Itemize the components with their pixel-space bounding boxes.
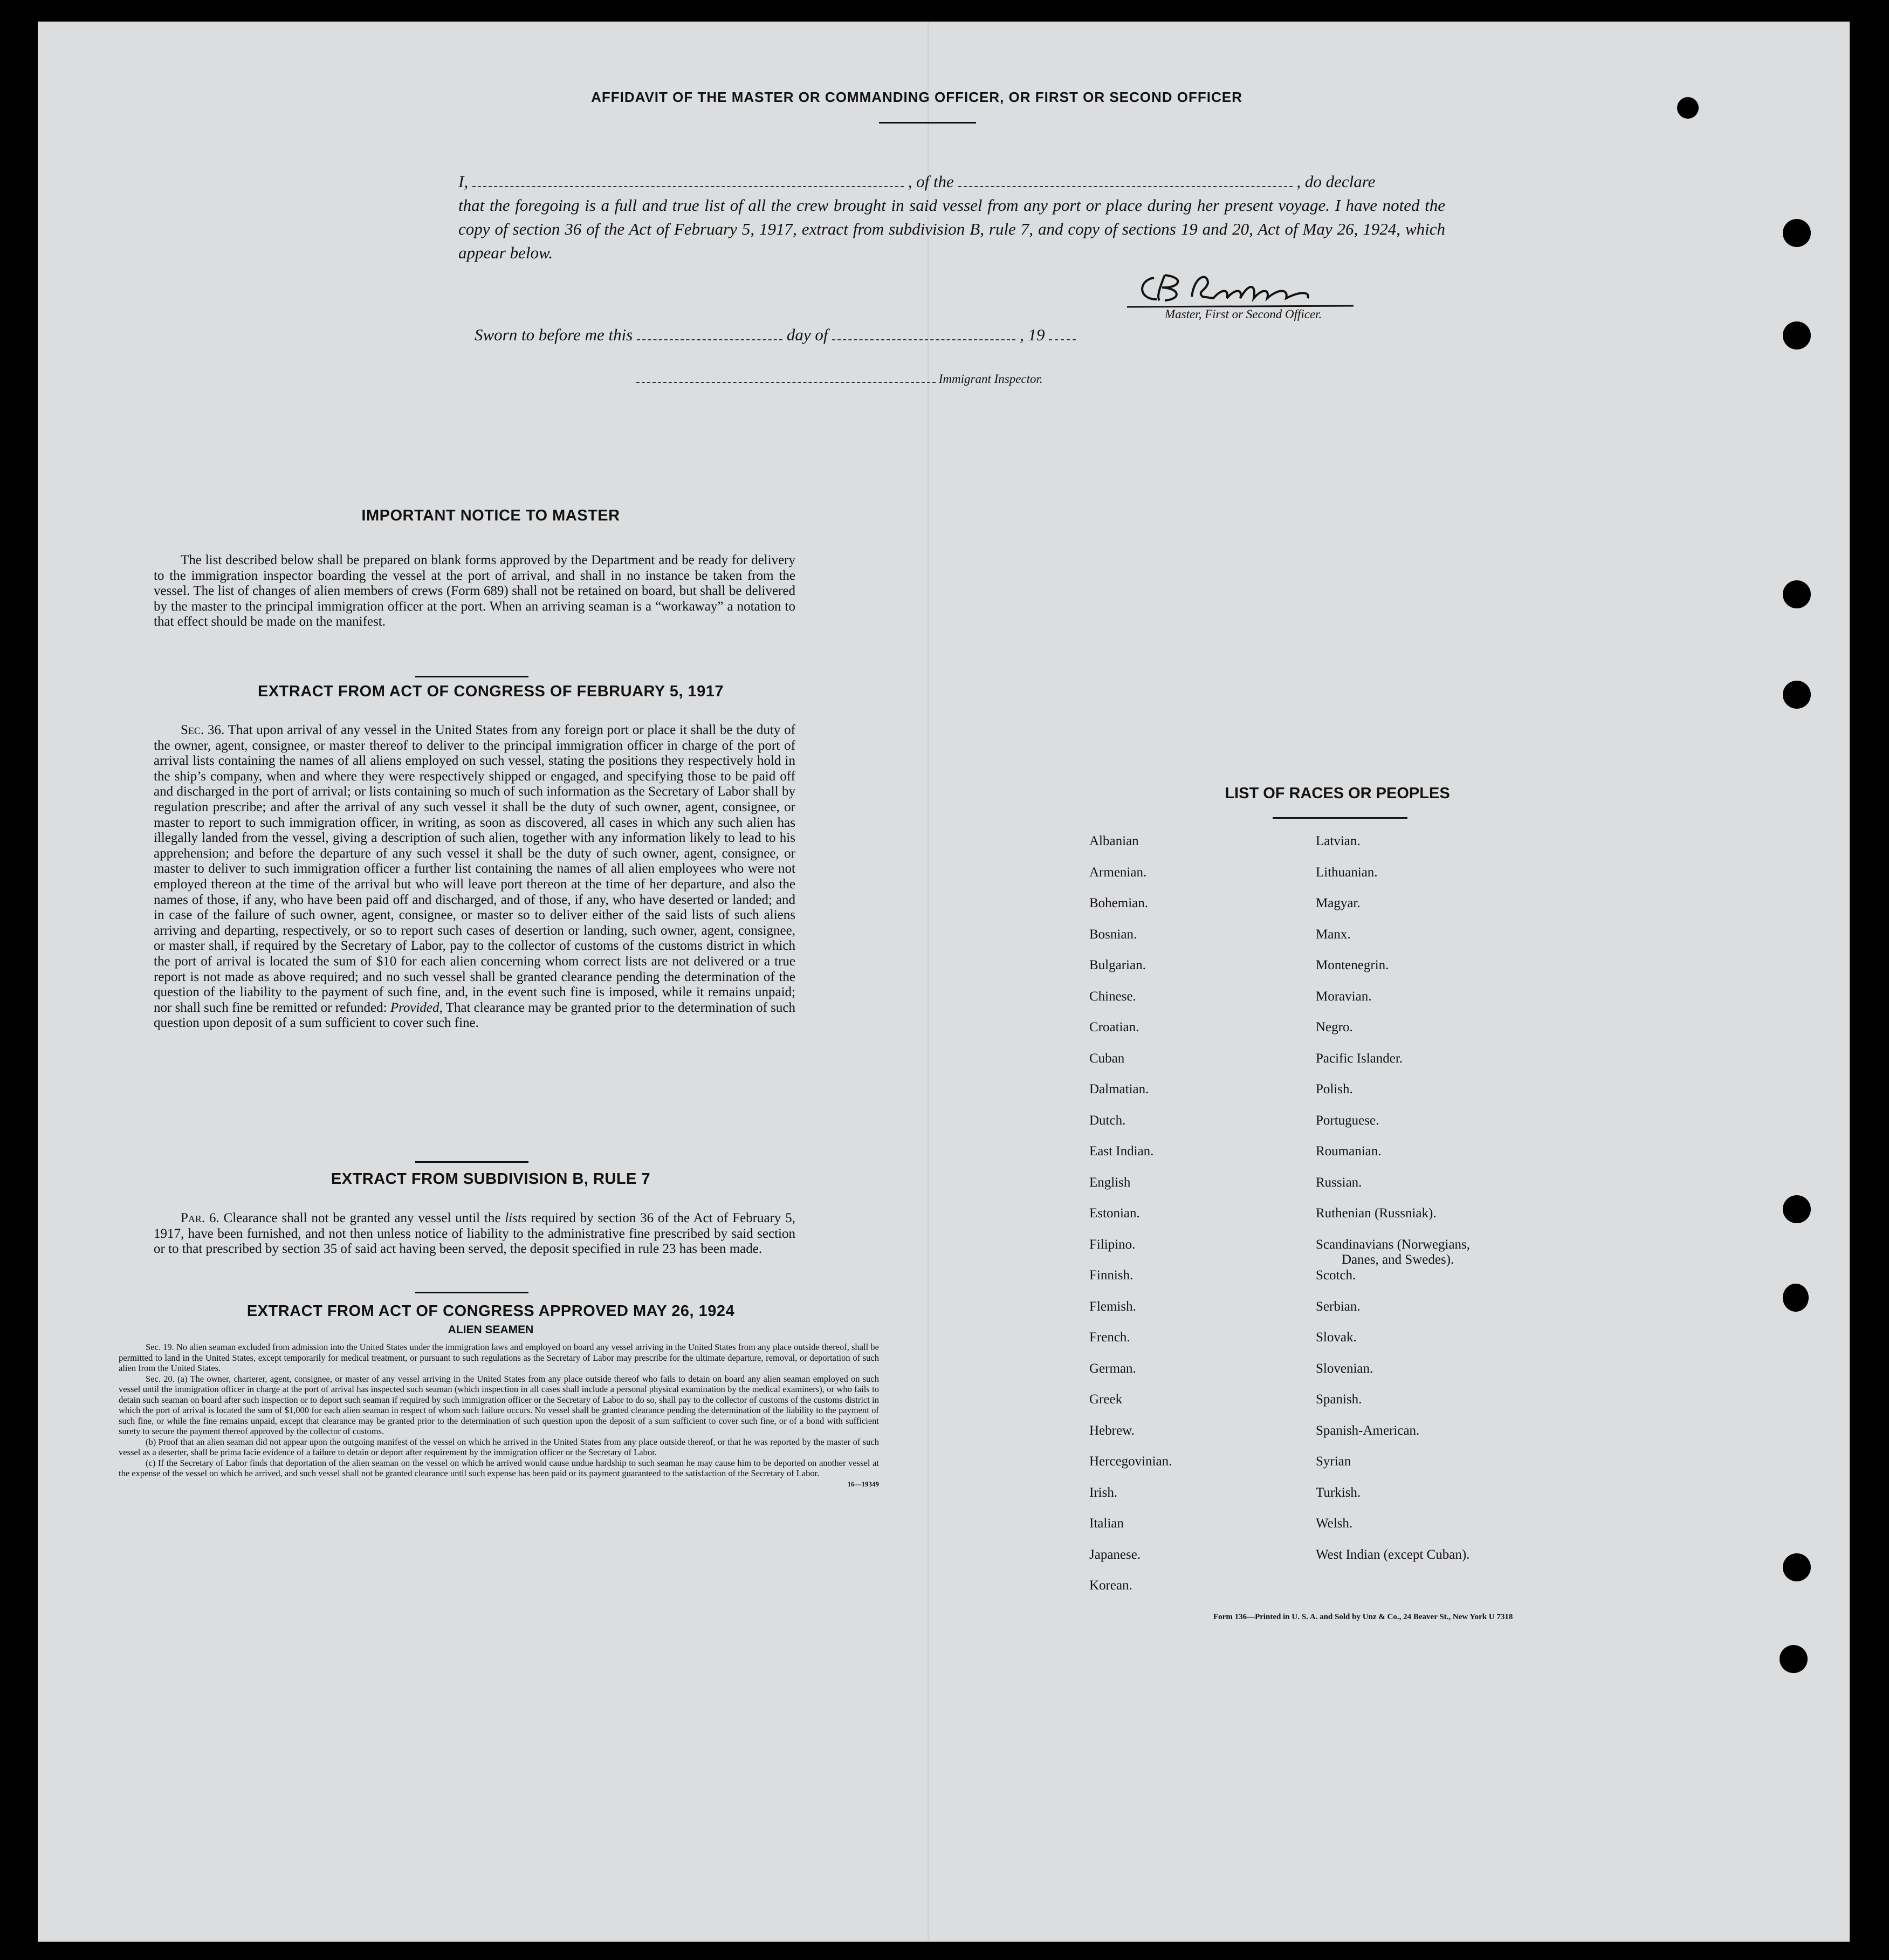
punch-hole — [1677, 97, 1699, 119]
sworn-label: Sworn to before me this — [475, 325, 633, 344]
race-item: Turkish. — [1316, 1485, 1361, 1500]
race-item: Dutch. — [1089, 1113, 1126, 1128]
race-item: Hercegovinian. — [1089, 1454, 1172, 1469]
declaration-text: that the foregoing is a full and true list of all the crew brought in said vessel from any port or place during her present voyage. I have noted the copy of section 36 of the Act of February 5, 1917, extract from subdivision B, rule 7, and copy of sections 19 and 20, Act of May 26, 1924, which appear below. — [458, 196, 1445, 262]
punch-hole — [1783, 1195, 1811, 1223]
races-left-column — [1089, 833, 1172, 1609]
race-item: Danes, and Swedes). — [1342, 1252, 1454, 1267]
declarant-label: I, — [458, 172, 469, 191]
race-item: Pacific Islander. — [1316, 1051, 1403, 1066]
race-item: Lithuanian. — [1316, 865, 1378, 880]
affidavit-body — [458, 170, 1445, 265]
race-item: West Indian (except Cuban). — [1316, 1547, 1470, 1562]
race-item: German. — [1089, 1361, 1136, 1376]
race-item: French. — [1089, 1330, 1130, 1345]
race-item: Scandinavians (Norwegians, — [1316, 1237, 1471, 1252]
rule-7-text — [154, 1211, 795, 1257]
section-20b-paragraph: (b) Proof that an alien seaman did not appear upon the outgoing manifest of the vessel on which he arrived in the United States from any place outside thereof, or that he was reported by the master of such vessel as a deserter, shall be prima facie evidence of a failure to detain or deport after requirement by the immigration officer or the Secretary of Labor. — [119, 1436, 879, 1457]
race-item: Hebrew. — [1089, 1423, 1135, 1438]
notice-paragraph: The list described below shall be prepared on blank forms approved by the Department and be ready for delivery to the immigration inspector boarding the vessel at the port of arrival, and shall in no instance be taken from the vessel. The list of changes of alien members of crews (Form 689) shall not be retained on board, but shall be delivered by the master to the principal immigration officer at the port. When an arriving seaman is a “workaway” a notation to that effect should be made on the manifest. — [154, 553, 795, 629]
section-36-proviso: That clearance may be granted prior to the determination of such question upon deposit of a sum sufficient to cover such fine. — [154, 1000, 795, 1031]
race-item: Slovak. — [1316, 1330, 1357, 1345]
race-item: Filipino. — [1089, 1237, 1136, 1252]
race-item: Magyar. — [1316, 896, 1361, 910]
section-36-paragraph — [154, 723, 795, 1031]
provided-label: Provided, — [390, 1000, 443, 1015]
race-item: Italian — [1089, 1516, 1124, 1531]
par-6-paragraph — [154, 1211, 795, 1257]
race-item: Scotch. — [1316, 1268, 1356, 1283]
par-6-label: Par. 6. — [181, 1211, 219, 1225]
punch-hole — [1783, 580, 1811, 608]
race-item: Slovenian. — [1316, 1361, 1373, 1376]
punch-hole — [1783, 219, 1811, 247]
day-of-label: day of — [786, 325, 828, 344]
races-right-column — [1316, 833, 1470, 1578]
race-item: Dalmatian. — [1089, 1082, 1149, 1096]
signature-label: Master, First or Second Officer. — [1165, 307, 1322, 321]
extract-1917-title: EXTRACT FROM ACT OF CONGRESS OF FEBRUARY 5, 1917 — [257, 683, 724, 700]
year-label: , 19 — [1019, 325, 1045, 344]
race-item: Spanish-American. — [1316, 1423, 1420, 1438]
race-item: Russian. — [1316, 1175, 1362, 1190]
race-item: Moravian. — [1316, 989, 1372, 1004]
punch-hole — [1783, 1284, 1809, 1312]
punch-hole — [1783, 681, 1811, 709]
race-item: Bulgarian. — [1089, 958, 1146, 972]
race-item: Spanish. — [1316, 1392, 1362, 1407]
section-20a-paragraph: Sec. 20. (a) The owner, charterer, agent, consignee, or master of any vessel arriving in the United States from any place outside thereof who fails to detain on board any alien seaman employed on such vessel until the immigration officer in charge at the port of arrival has inspected such seaman (which inspection in all cases shall include a personal physical examination by the medical examiners), or who fails to detain such seaman on board after such inspection or to deport such seaman if required by such immigration officer or the Secretary of Labor to do so, shall pay to the collector of customs of the customs district in which the port of arrival is located the sum of $1,000 for each alien seaman in respect of whom such failure occurs. No vessel shall be granted clearance pending the determination of the liability to the payment of such fine, or while the fine remains unpaid, except that clearance may be granted prior to the determination of such question upon the deposit of a sum sufficient to cover such fine, or of a bond with sufficient surety to secure the payment thereof approved by the collector of customs. — [119, 1373, 879, 1436]
race-item: Serbian. — [1316, 1299, 1361, 1314]
race-item: Roumanian. — [1316, 1144, 1382, 1159]
section-20c-paragraph: (c) If the Secretary of Labor finds that deportation of the alien seaman on the vessel on which he arrived would cause undue hardship to such seaman he may cause him to be deported on another vessel at the expense of the vessel on which he arrived, and such vessel shall not be granted clearance until such expense has been paid or its payment guaranteed to the satisfaction of the Secretary of Labor. — [119, 1457, 879, 1478]
par-6-text-a: Clearance shall not be granted any vessel until the — [223, 1211, 501, 1225]
race-item: Greek — [1089, 1392, 1123, 1407]
master-signature — [1127, 267, 1354, 310]
race-item: Negro. — [1316, 1020, 1353, 1034]
race-item: Finnish. — [1089, 1268, 1134, 1283]
race-item: Bohemian. — [1089, 896, 1149, 910]
race-item: Ruthenian (Russniak). — [1316, 1206, 1437, 1221]
affidavit-title: AFFIDAVIT OF THE MASTER OR COMMANDING OFFICER, OR FIRST OR SECOND OFFICER — [591, 89, 1242, 105]
declaration-line — [458, 170, 1445, 194]
day-blank — [637, 339, 782, 340]
race-item: Latvian. — [1316, 834, 1361, 848]
extract-1917-divider — [415, 1161, 528, 1163]
inspector-blank — [636, 382, 936, 383]
race-item: Bosnian. — [1089, 927, 1137, 942]
vessel-blank — [958, 186, 1293, 187]
form-code: 16—19349 — [847, 1479, 879, 1488]
race-item: Cuban — [1089, 1051, 1125, 1066]
month-blank — [832, 339, 1015, 340]
races-divider — [1273, 817, 1407, 819]
race-item: Polish. — [1316, 1082, 1353, 1096]
rule-7-title: EXTRACT FROM SUBDIVISION B, RULE 7 — [331, 1170, 651, 1188]
section-36-label: Sec. 36. — [181, 723, 225, 737]
race-item: Korean. — [1089, 1578, 1132, 1593]
section-36-text: That upon arrival of any vessel in the United States from any foreign port or place it shall be the duty of the owner, agent, consignee, or master thereof to deliver to the principal immigration officer in charge of the port of arrival lists containing the names of all aliens employed on such vessel, stating the positions they respectively hold in the ship’s company, when and where they were respectively shipped or engaged, and specifying those to be paid off and discharged in the port of arrival; or lists containing so much of such information as the Secretary of Labor shall by regulation prescribe; and after the arrival of any such vessel it shall be the duty of such owner, agent, consignee, or master to report to such immigration officer, in writing, as soon as discovered, all cases in which any such alien has illegally landed from the vessel, giving a description of such alien, together with any information likely to lead to his apprehension; and before the departure of any such vessel it shall be the duty of such owner, agent, consignee, or master to deliver to such immigration officer a further list containing the names of all alien employees who were not employed thereon at the time of the arrival but who will leave port thereon at the time of her departure, and also the names of those, if any, who have been paid off and discharged, and of those, if any, who have deserted or landed; and in case of the failure of such owner, agent, consignee, or master so to deliver either of the said lists of such aliens arriving and departing, respectively, or so to report such cases of desertion or landing, such owner, agent, consignee, or master shall, if required by the Secretary of Labor, pay to the collector of customs of the customs district in which the port of arrival is located the sum of $10 for each alien concerning whom correct lists are not delivered or a true report is not made as above required; and no such vessel shall be granted clearance pending the determination of the question of the liability to the payment of such fine, and, in the event such fine is imposed, while it remains unpaid; nor shall such fine be remitted or refunded: — [154, 723, 795, 1015]
name-blank — [472, 186, 904, 187]
inspector-label: Immigrant Inspector. — [938, 372, 1043, 386]
punch-hole — [1783, 1553, 1811, 1581]
race-item: Flemish. — [1089, 1299, 1136, 1314]
section-19-paragraph: Sec. 19. No alien seaman excluded from admission into the United States under the immigration laws and employed on board any vessel arriving in the United States from any place outside thereof, shall be permitted to land in the United States, except temporarily for medical treatment, or pursuant to such regulations as the Secretary of Labor may prescribe for the ultimate departure, removal, or deportation of such alien from the United States. — [119, 1342, 879, 1373]
declare-label: , do declare — [1296, 172, 1376, 191]
race-item: Portuguese. — [1316, 1113, 1379, 1128]
extract-1917-text — [154, 723, 795, 1031]
lists-word: lists — [505, 1211, 527, 1225]
alien-seamen-subtitle: ALIEN SEAMEN — [448, 1324, 534, 1336]
extract-1924-text — [119, 1342, 879, 1489]
notice-text — [154, 553, 795, 630]
notice-title: IMPORTANT NOTICE TO MASTER — [361, 507, 620, 524]
race-item: Estonian. — [1089, 1206, 1140, 1221]
races-title: LIST OF RACES OR PEOPLES — [1225, 785, 1450, 802]
of-the-label: , of the — [908, 172, 954, 191]
punch-hole — [1783, 321, 1811, 349]
race-item: East Indian. — [1089, 1144, 1154, 1159]
race-item: Manx. — [1316, 927, 1351, 942]
race-item: English — [1089, 1175, 1131, 1190]
race-item: Albanian — [1089, 834, 1139, 848]
year-blank — [1049, 339, 1076, 340]
printer-footer: Form 136—Printed in U. S. A. and Sold by Unz & Co., 24 Beaver St., New York U 7318 — [1213, 1613, 1513, 1621]
rule-7-divider — [415, 1292, 528, 1293]
inspector-line — [636, 372, 1043, 386]
title-divider — [879, 122, 976, 124]
race-item: Chinese. — [1089, 989, 1136, 1004]
extract-1924-title: EXTRACT FROM ACT OF CONGRESS APPROVED MAY 26, 1924 — [246, 1303, 735, 1320]
race-item: Welsh. — [1316, 1516, 1353, 1531]
race-item: Japanese. — [1089, 1547, 1141, 1562]
race-item: Croatian. — [1089, 1020, 1139, 1034]
race-item: Montenegrin. — [1316, 958, 1389, 972]
race-item: Armenian. — [1089, 865, 1147, 880]
sworn-line — [475, 325, 1076, 345]
notice-divider — [415, 676, 528, 677]
race-item: Irish. — [1089, 1485, 1118, 1500]
punch-hole — [1780, 1645, 1808, 1673]
race-item: Syrian — [1316, 1454, 1351, 1469]
par-6-text-b: required by section 36 of the Act of February 5, 1917, have been furnished, and not then unless notice of liability to the administrative fine prescribed by said section or to that prescribed by section 35 of said act having been served, the deposit specified in rule 23 has been made. — [154, 1211, 796, 1257]
document-page — [38, 22, 1850, 1942]
